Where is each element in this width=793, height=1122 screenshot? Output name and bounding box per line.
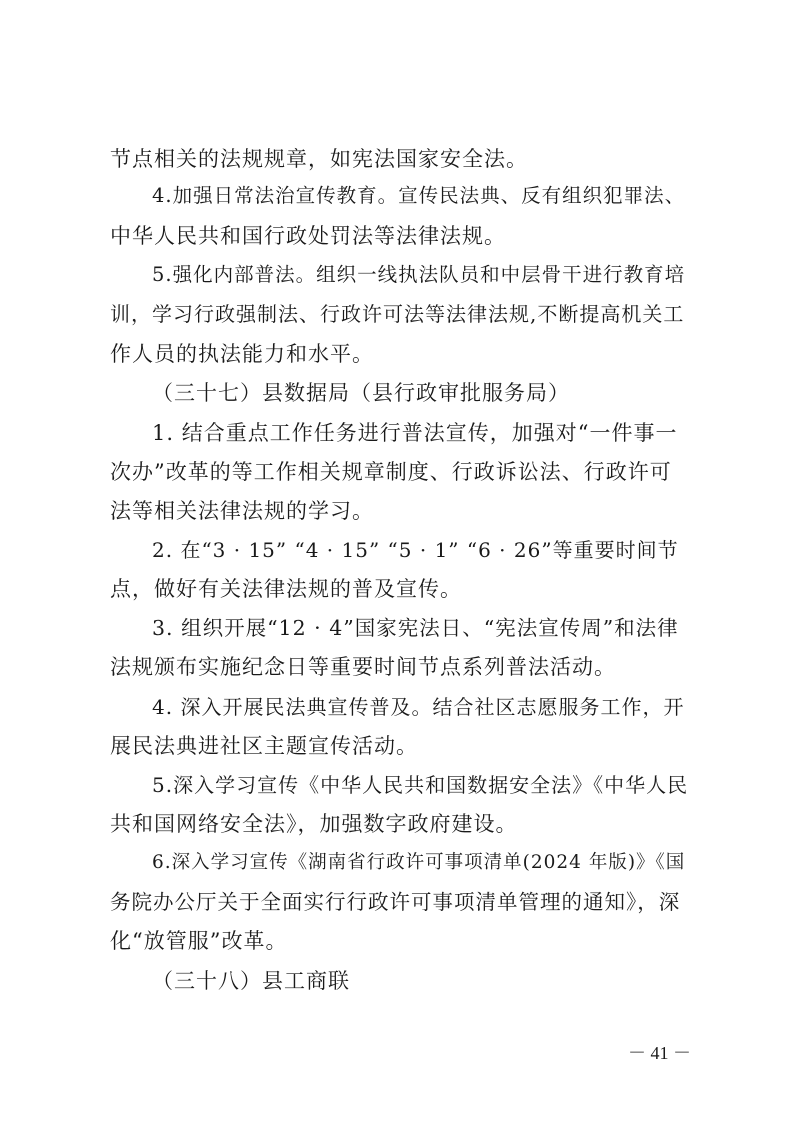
text-line: 法规颁布实施纪念日等重要时间节点系列普法活动。 — [110, 655, 616, 679]
text-line: 节点相关的法规规章，如宪法国家安全法。 — [110, 147, 528, 171]
text-line: 4.加强日常法治宣传教育。宣传民法典、反有组织犯罪法、 — [152, 184, 686, 207]
text-line: 化“放管服”改革。 — [110, 929, 288, 953]
text-line: 6.深入学习宣传《湖南省行政许可事项清单(2024 年版)》《国 — [152, 852, 686, 873]
text-line: 次办”改革的等工作相关规章制度、行政诉讼法、行政许可 — [110, 460, 672, 484]
text-line: 点，做好有关法律法规的普及宣传。 — [110, 577, 462, 601]
section-heading: （三十七）县数据局（县行政审批服务局） — [152, 381, 570, 405]
text-line: 中华人民共和国行政处罚法等法律法规。 — [110, 224, 506, 248]
text-line: 法等相关法律法规的学习。 — [110, 499, 374, 523]
section-heading: （三十八）县工商联 — [152, 969, 350, 993]
text-line: 4. 深入开展民法典宣传普及。结合社区志愿服务工作，开 — [152, 695, 685, 719]
text-line: 5.深入学习宣传《中华人民共和国数据安全法》《中华人民 — [152, 773, 689, 797]
text-line: 训，学习行政强制法、行政许可法等法律法规,不断提高机关工 — [110, 302, 685, 326]
text-line: 务院办公厅关于全面实行行政许可事项清单管理的通知》，深 — [110, 890, 681, 914]
text-line: 2. 在“3 · 15” “4 · 15” “5 · 1” “6 · 26”等重要时间节 — [152, 538, 679, 562]
text-line: 5.强化内部普法。组织一线执法队员和中层骨干进行教育培 — [152, 263, 686, 286]
page-number: － 41 － — [628, 1043, 691, 1063]
text-line: 共和国网络安全法》，加强数字政府建设。 — [110, 812, 518, 836]
text-line: 3. 组织开展“12 · 4”国家宪法日、“宪法宣传周”和法律 — [152, 616, 679, 640]
text-line: 作人员的执法能力和水平。 — [110, 342, 374, 366]
text-line: 1. 结合重点工作任务进行普法宣传，加强对“一件事一 — [152, 421, 678, 445]
text-line: 展民法典进社区主题宣传活动。 — [110, 734, 418, 758]
